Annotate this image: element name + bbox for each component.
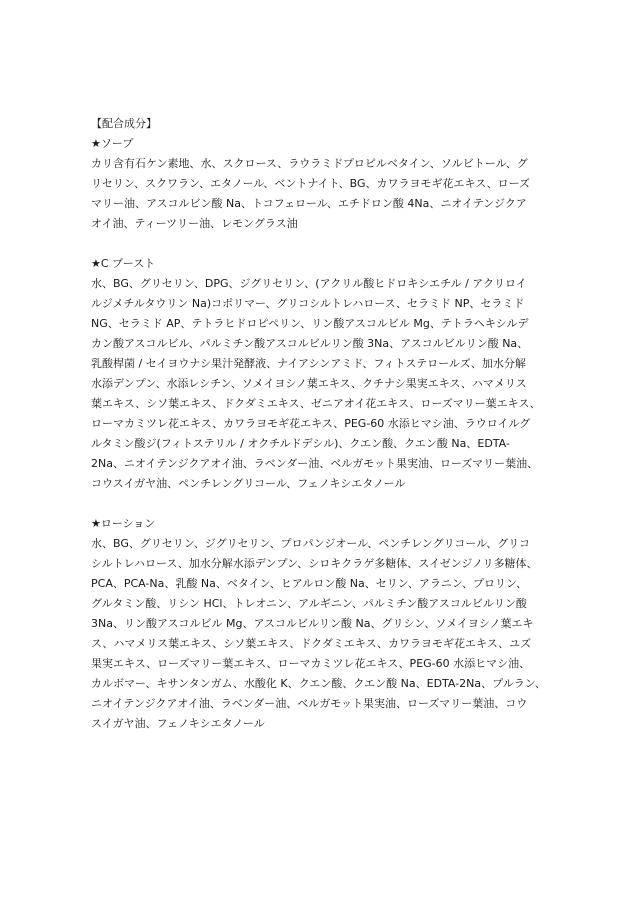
section-c-boost [91,254,561,494]
ingredient-line: 2Na、ニオイテンジクアオイ油、ラベンダー油、ベルガモット果実油、ローズマリー葉油、 [91,457,539,470]
ingredient-line: 3Na、リン酸アスコルビル Mg、アスコルビルリン酸 Na、グリシン、ソメイヨシノ葉エキ [91,617,534,630]
ingredient-line: 水、BG、グリセリン、ジグリセリン、プロパンジオール、ペンチレングリコール、グリコ [91,537,531,550]
ingredient-line: ルタミン酸ジ(フィトステリル / オクチルドデシル)、クエン酸、クエン酸 Na、EDTA- [91,437,510,450]
ingredient-line: 水、BG、グリセリン、DPG、ジグリセリン、(アクリル酸ヒドロキシエチル / アクリロイ [91,277,527,290]
ingredient-line: ルジメチルタウリン Na)コポリマー、グリコシルトレハロース、セラミド NP、セラミド [91,297,525,310]
ingredient-line: ローマカミツレ花エキス、カワラヨモギ花エキス、PEG-60 水添ヒマシ油、ラウロイルグ [91,417,531,430]
ingredient-line: グルタミン酸、リシン HCl、トレオニン、アルギニン、パルミチン酸アスコルビルリン酸 [91,597,527,610]
section-lotion [91,514,561,734]
ingredient-line: カリ含有石ケン素地、水、スクロース、ラウラミドプロピルベタイン、ソルビトール、グ [91,157,528,170]
ingredient-line: スイガヤ油、フェノキシエタノール [91,717,265,730]
section-title-c-boost: ★C ブースト [91,257,156,270]
ingredient-line: リセリン、スクワラン、エタノール、ベントナイト、BG、カワラヨモギ花エキス、ローズ [91,177,531,190]
section-soap [91,134,561,234]
ingredient-line: ス、ハマメリス葉エキス、シソ葉エキス、ドクダミエキス、カワラヨモギ花エキス、ユズ [91,637,532,650]
ingredient-line: コウスイガヤ油、ペンチレングリコール、フェノキシエタノール [91,477,406,490]
ingredient-line: カン酸アスコルビル、パルミチン酸アスコルビルリン酸 3Na、アスコルビルリン酸 Na、 [91,337,529,350]
ingredient-line: ニオイテンジクアオイ油、ラベンダー油、ベルガモット果実油、ローズマリー葉油、コウ [91,697,528,710]
ingredient-line: カルボマー、キサンタンガム、水酸化 K、クエン酸、クエン酸 Na、EDTA-2Na、プルラン、 [91,677,546,690]
ingredient-line: オイ油、ティーツリー油、レモングラス油 [91,217,298,230]
section-title-lotion: ★ローション [91,517,156,530]
ingredient-line: マリー油、アスコルビン酸 Na、トコフェロール、エチドロン酸 4Na、ニオイテンジクア [91,197,527,210]
ingredient-line: PCA、PCA-Na、乳酸 Na、ベタイン、ヒアルロン酸 Na、セリン、アラニン、プロリン、 [91,577,528,590]
ingredient-line: 水添デンプン、水添レシチン、ソメイヨシノ葉エキス、クチナシ果実エキス、ハマメリス [91,377,527,390]
ingredient-line: 乳酸桿菌 / セイヨウナシ果汁発酵液、ナイアシンアミド、フィトステロールズ、加水分解 [91,357,526,370]
ingredient-line: NG、セラミド AP、テトラヒドロピペリン、リン酸アスコルビル Mg、テトラヘキシルデ [91,317,529,330]
document-heading: 【配合成分】 [91,117,157,130]
ingredient-line: 葉エキス、シソ葉エキス、ドクダミエキス、ゼニアオイ花エキス、ローズマリー葉エキス、 [91,397,541,410]
ingredient-line: シルトレハロース、加水分解水添デンプン、シロキクラゲ多糖体、スイゼンジノリ多糖体、 [91,557,538,570]
ingredient-line: 果実エキス、ローズマリー葉エキス、ローマカミツレ花エキス、PEG-60 水添ヒマシ油、 [91,657,531,670]
section-title-soap: ★ソープ [91,137,134,150]
ingredients-document [91,114,561,754]
